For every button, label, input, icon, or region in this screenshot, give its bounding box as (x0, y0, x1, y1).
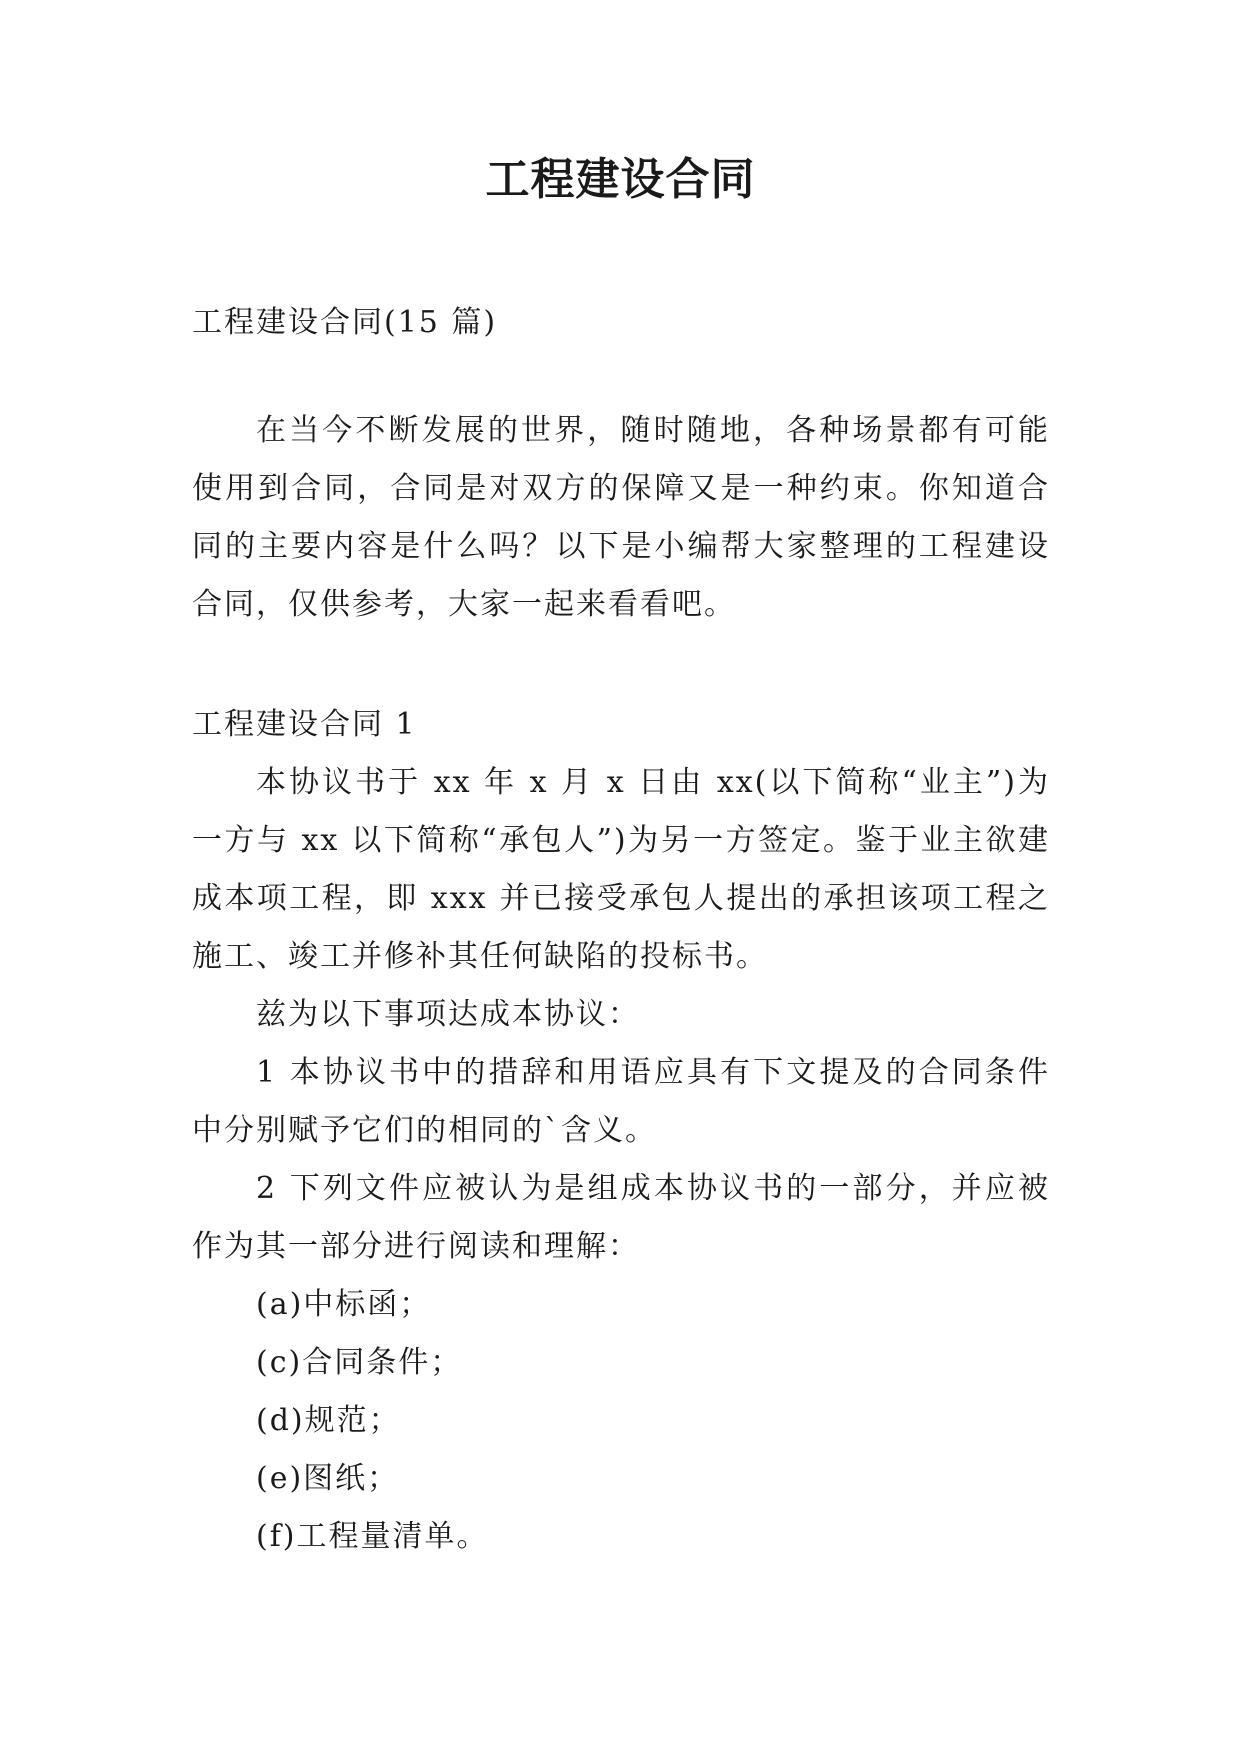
section-heading: 工程建设合同 1 (192, 707, 417, 742)
list-item: (d)规范； (256, 1403, 401, 1438)
section-paragraph-3: 1 本协议书中的措辞和用语应具有下文提及的合同条件中分别赋予它们的相同的`含义。 (192, 1055, 1050, 1148)
section-paragraph-1: 本协议书于 xx 年 x 月 x 日由 xx(以下简称“业主”)为一方与 xx 以下简称“承包人”)为另一方签定。鉴于业主欲建成本项工程，即 xxx 并已接受承包人提出的承担该项工程之施工、竣工并修补其任何缺陷的投标书。 (192, 765, 1050, 974)
document-subtitle: 工程建设合同(15 篇) (192, 305, 498, 340)
section-paragraph-2: 兹为以下事项达成本协议： (256, 997, 640, 1032)
list-item: (f)工程量清单。 (256, 1519, 489, 1554)
intro-paragraph: 在当今不断发展的世界，随时随地，各种场景都有可能使用到合同，合同是对双方的保障又是一种约束。你知道合同的主要内容是什么吗？以下是小编帮大家整理的工程建设合同，仅供参考，大家一起来看看吧。 (192, 413, 1050, 622)
list-item: (e)图纸； (256, 1461, 400, 1496)
intro-block (192, 402, 1050, 634)
list-item: (c)合同条件； (256, 1345, 463, 1380)
section-paragraph-4: 2 下列文件应被认为是组成本协议书的一部分，并应被作为其一部分进行阅读和理解： (192, 1171, 1050, 1264)
section-body (192, 754, 1050, 1566)
list-item: (a)中标函； (256, 1287, 432, 1322)
document-title: 工程建设合同 (485, 154, 756, 205)
